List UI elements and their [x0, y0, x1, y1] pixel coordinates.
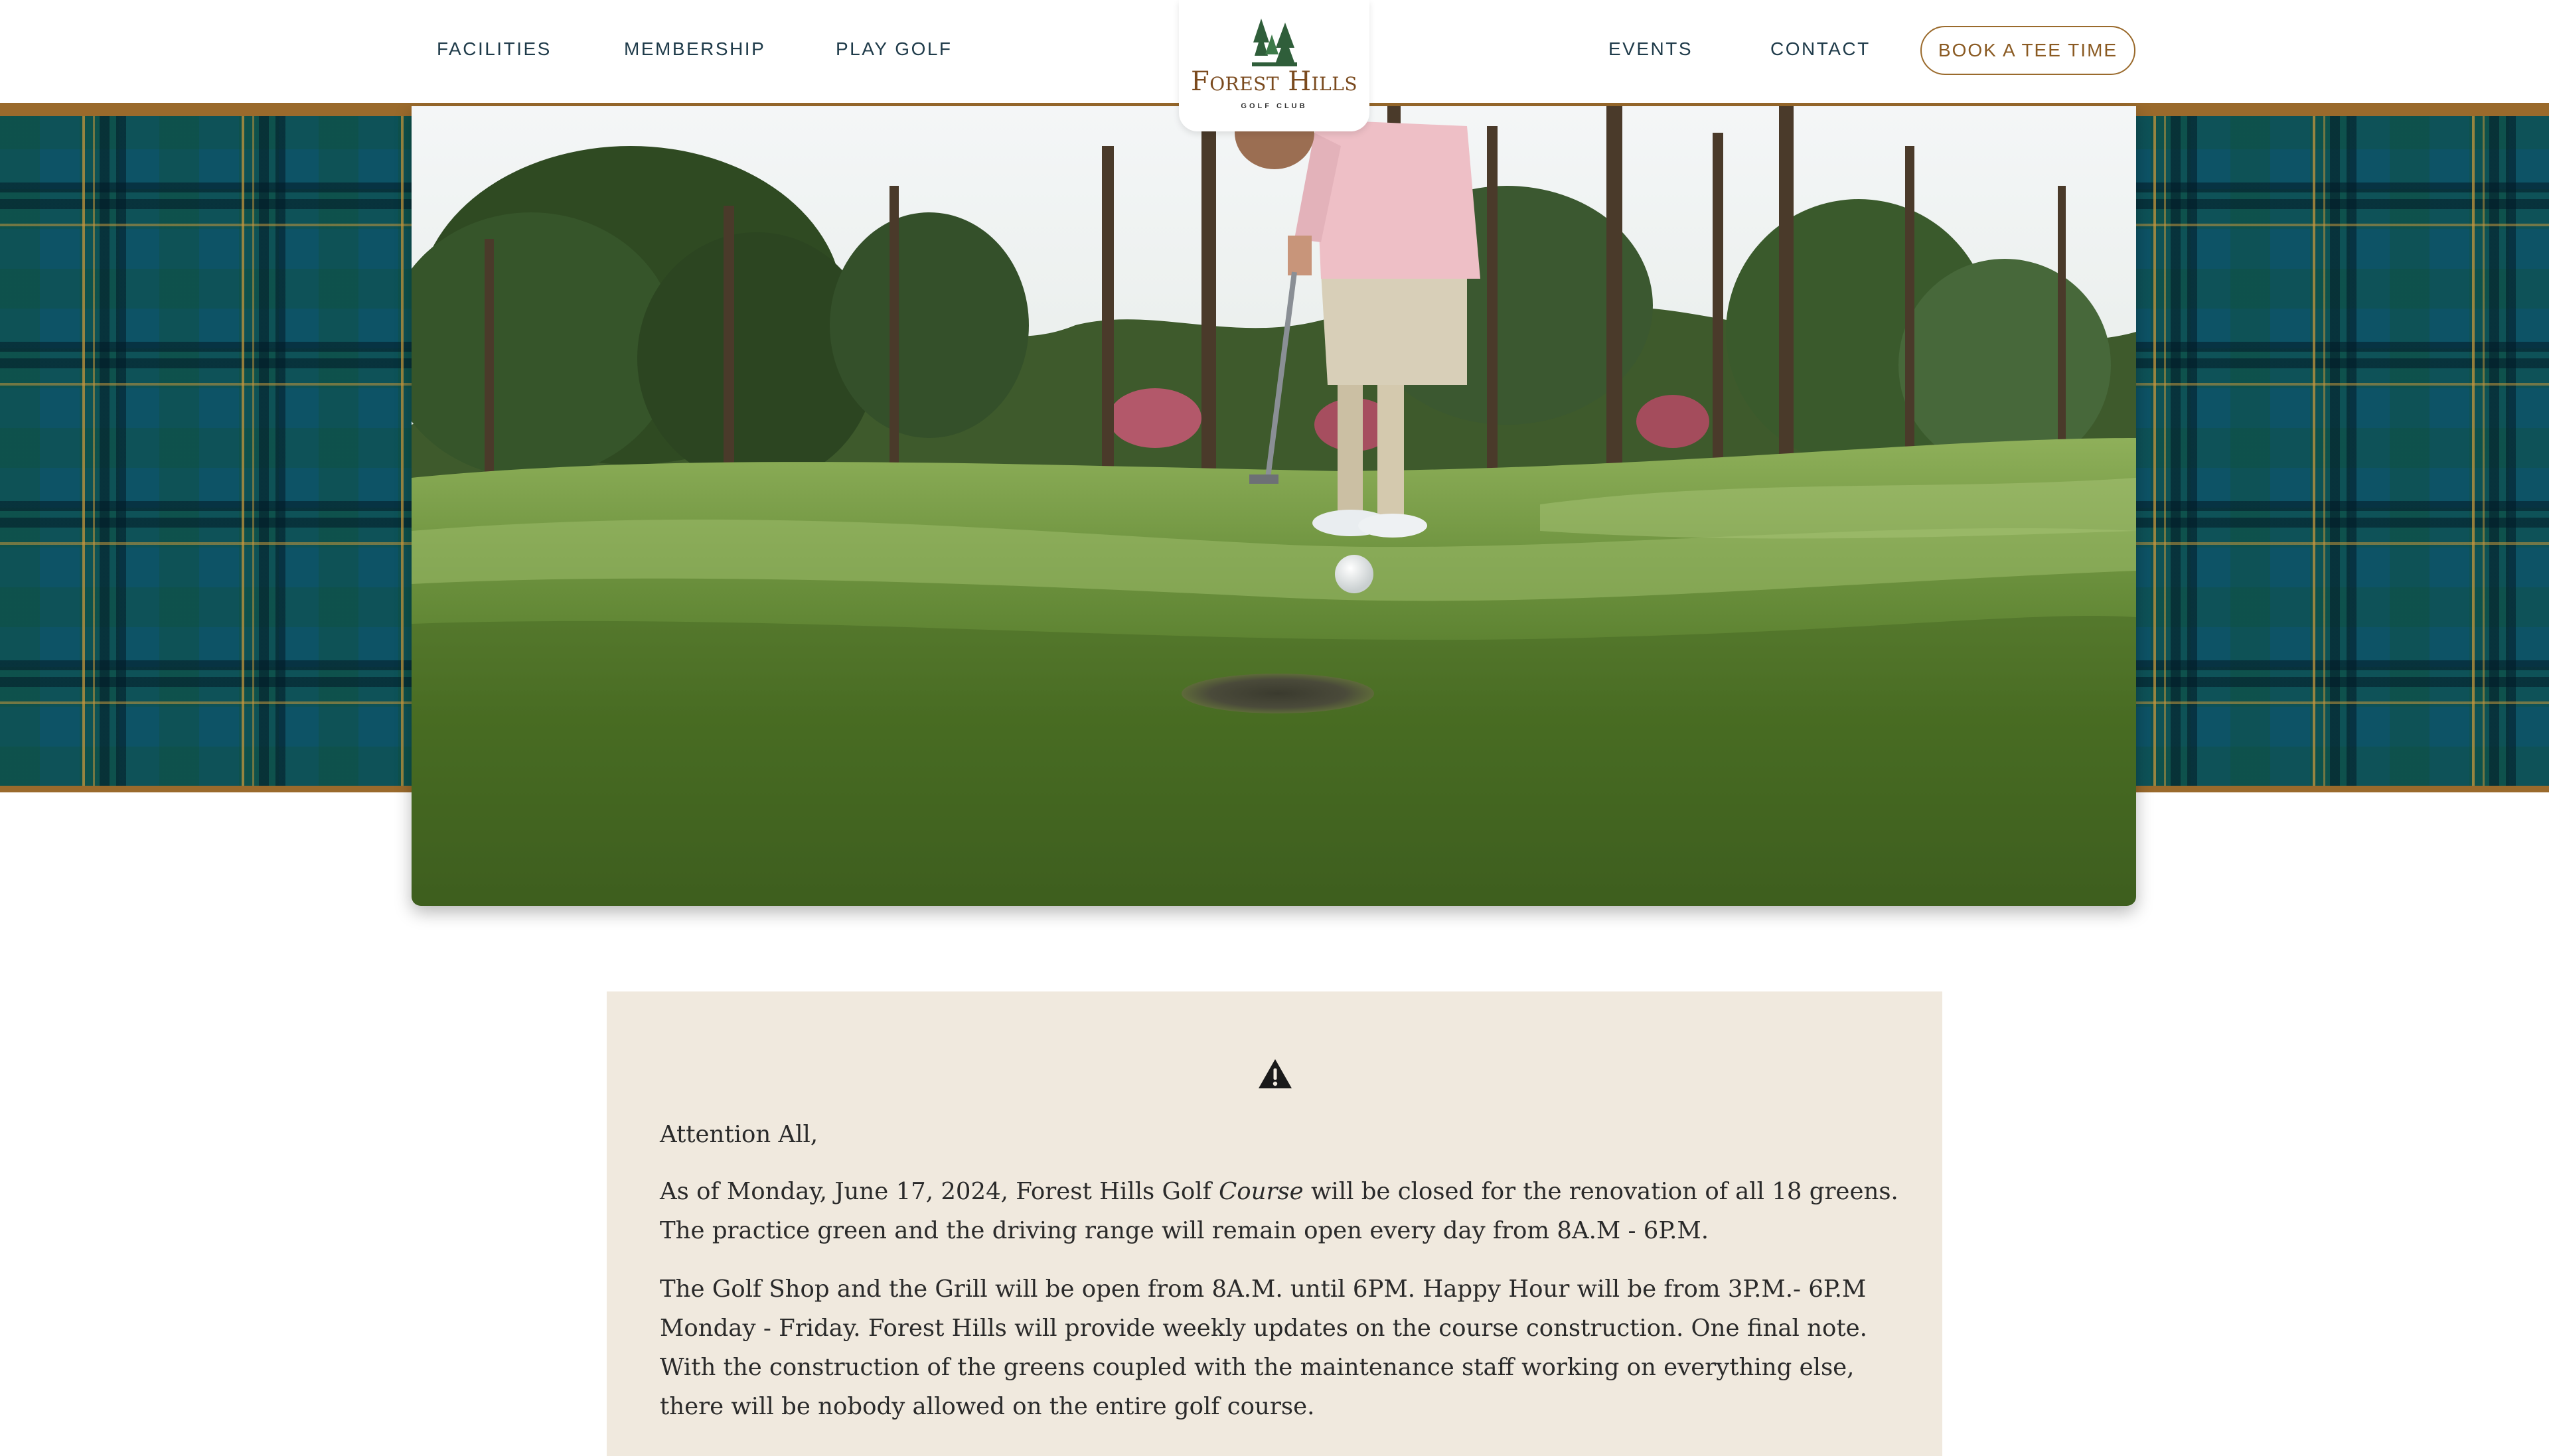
notice-paragraph-hours: The Golf Shop and the Grill will be open from 8A.M. until 6PM. Happy Hour will be from 3P.M.- 6P.M Monday - Friday. Forest Hills will provide weekly updates on the course construction. One final note. With the construction of the greens coupled with the maintenance staff working on everything else, there will be nobody allowed on the entire golf course.: [660, 1275, 1867, 1420]
nav-membership[interactable]: MEMBERSHIP: [624, 38, 766, 59]
notice-greeting: Attention All,: [660, 1121, 818, 1148]
warning-icon: [1257, 1058, 1293, 1090]
nav-contact[interactable]: CONTACT: [1770, 38, 1871, 59]
notice-p1-emphasis: Course: [1219, 1178, 1304, 1205]
site-logo[interactable]: [1179, 0, 1369, 131]
golfer-putting-photo: [412, 106, 2136, 906]
nav-play-golf[interactable]: PLAY GOLF: [836, 38, 953, 59]
book-tee-time-button[interactable]: BOOK A TEE TIME: [1920, 26, 2135, 75]
logo-subtitle: GOLF CLUB: [1241, 102, 1308, 110]
nav-facilities[interactable]: FACILITIES: [437, 38, 552, 59]
notice-paragraph-closure: [660, 1172, 1901, 1250]
notice-body: [660, 1115, 1901, 1445]
nav-events[interactable]: EVENTS: [1608, 38, 1693, 59]
pine-trees-icon: [1252, 19, 1297, 66]
hero-photo: [412, 106, 2136, 906]
logo-name: Forest Hills: [1190, 66, 1358, 97]
notice-p1-text-rest: will be closed for the renovation of all 18 greens. The practice green and the driving range will remain open every day from 8A.M - 6P.M.: [660, 1178, 1898, 1244]
closure-notice: [607, 991, 1942, 1456]
notice-p1-text: As of Monday, June 17, 2024, Forest Hills Golf: [660, 1178, 1219, 1205]
